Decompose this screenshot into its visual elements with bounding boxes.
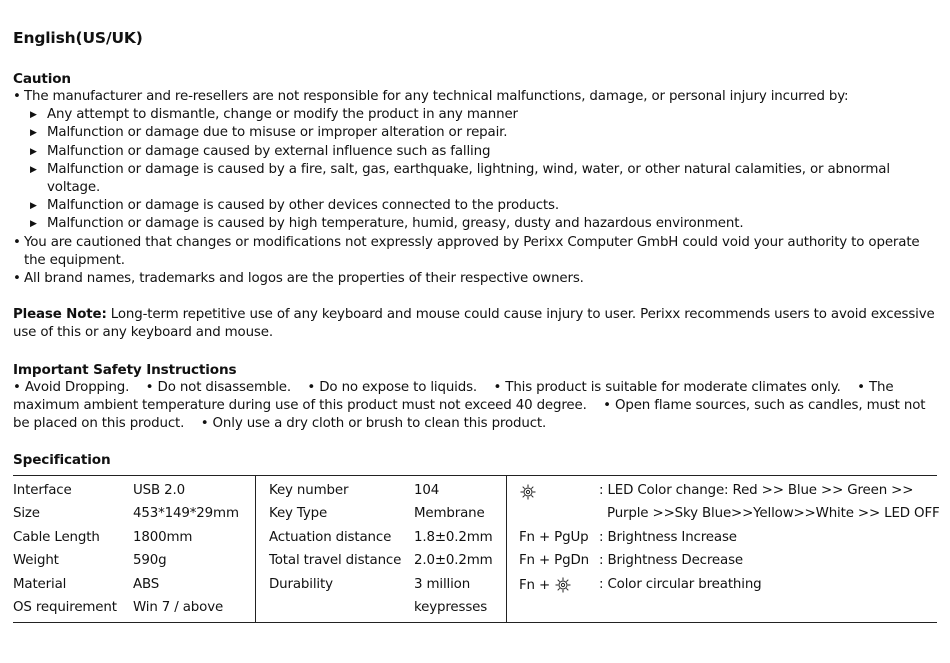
caution-bullet-modifications: • You are cautioned that changes or modifications not expressly approved by Perixx Computer GmbH could void your authority to operate the equipment. — [13, 234, 937, 270]
safety-text: • Avoid Dropping. • Do not disassemble. • Do no expose to liquids. • This product is suitable for moderate climates only. • The maximum ambient temperature during use of this product must not exceed 40 degree. • Open flame sources, such as candles, must not be placed on this product. • Only use a dry cloth or brush to clean this product. — [13, 379, 930, 432]
spec-value-os: Win 7 / above — [133, 600, 224, 615]
list-item: ▶ Malfunction or damage due to misuse or improper alteration or repair. — [13, 124, 937, 142]
spec-value-key-number: 104 — [414, 483, 440, 498]
note-text: Long-term repetitive use of any keyboard and mouse could cause injury to user. Perixx recommends users to avoid excessive use of this or any keyboard and mouse. — [13, 307, 935, 341]
caution-title: Caution — [13, 71, 71, 87]
spec-value-material: ABS — [133, 577, 160, 592]
spec-value-durability-unit: keypresses — [414, 600, 488, 615]
please-note — [13, 306, 937, 342]
spec-label-key-type: Key Type — [269, 506, 328, 521]
list-item: ▶ Malfunction or damage is caused by a fire, salt, gas, earthquake, lightning, wind, water, or other natural calamities, or abnormal voltage. — [13, 161, 937, 197]
led-color-change-desc: : LED Color change: Red >> Blue >> Green >> — [599, 483, 914, 498]
triangle-bullet-icon: ▶ — [30, 146, 37, 157]
spec-value-cable: 1800mm — [133, 530, 193, 545]
fn-led-key — [519, 576, 572, 595]
led-color-change-desc-cont: Purple >>Sky Blue>>Yellow>>White >> LED OFF — [607, 506, 940, 521]
triangle-bullet-icon: ▶ — [30, 164, 37, 175]
bullet-dot: • — [13, 271, 21, 287]
spec-column-keys — [256, 476, 507, 622]
list-item: ▶ Malfunction or damage is caused by other devices connected to the products. — [13, 197, 937, 215]
spec-label-interface: Interface — [13, 483, 72, 498]
list-item: ▶ Any attempt to dismantle, change or modify the product in any manner — [13, 106, 937, 124]
spec-label-size: Size — [13, 506, 40, 521]
spec-column-general — [13, 476, 256, 622]
spec-label-weight: Weight — [13, 553, 59, 568]
note-label: Please Note: — [13, 307, 107, 323]
triangle-bullet-icon: ▶ — [30, 110, 37, 121]
spec-value-key-type: Membrane — [414, 506, 485, 521]
led-gear-icon — [519, 483, 537, 502]
caution-bullet-trademarks: • All brand names, trademarks and logos are the properties of their respective owners. — [13, 270, 937, 288]
spec-value-actuation: 1.8±0.2mm — [414, 530, 493, 545]
fn-pgup-key: Fn + PgUp — [519, 530, 589, 545]
spec-label-travel: Total travel distance — [269, 553, 402, 568]
spec-label-material: Material — [13, 577, 67, 592]
fn-pgdn-key: Fn + PgDn — [519, 553, 589, 568]
spec-label-os: OS requirement — [13, 600, 117, 615]
spec-table — [13, 475, 940, 623]
fn-key-label: Fn + — [519, 578, 551, 593]
list-item: ▶ Malfunction or damage caused by external influence such as falling — [13, 143, 937, 161]
caution-intro: The manufacturer and re-resellers are not responsible for any technical malfunctions, damage, or personal injury incurred by: — [24, 89, 849, 104]
spec-value-weight: 590g — [133, 553, 167, 568]
spec-title: Specification — [13, 452, 111, 469]
caution-sub-list — [13, 106, 937, 233]
language-title: English(US/UK) — [13, 29, 143, 47]
spec-value-size: 453*149*29mm — [133, 506, 239, 521]
fn-led-desc: : Color circular breathing — [599, 577, 762, 592]
fn-pgdn-desc: : Brightness Decrease — [599, 553, 743, 568]
spec-column-functions — [507, 476, 940, 622]
spec-value-interface: USB 2.0 — [133, 483, 185, 498]
safety-title: Important Safety Instructions — [13, 361, 237, 378]
spec-label-actuation: Actuation distance — [269, 530, 392, 545]
spec-value-travel: 2.0±0.2mm — [414, 553, 493, 568]
spec-value-durability: 3 million — [414, 577, 471, 592]
bullet-dot: • — [13, 89, 21, 104]
manual-page — [13, 28, 937, 469]
list-item: ▶ Malfunction or damage is caused by high temperature, humid, greasy, dusty and hazardous environment. — [13, 215, 937, 233]
spec-label-key-number: Key number — [269, 483, 349, 498]
led-gear-icon — [554, 578, 572, 593]
caution-intro-bullet — [13, 88, 937, 106]
triangle-bullet-icon: ▶ — [30, 128, 37, 139]
spec-label-cable: Cable Length — [13, 530, 100, 545]
bullet-dot: • — [13, 234, 21, 250]
triangle-bullet-icon: ▶ — [30, 219, 37, 230]
spec-label-durability: Durability — [269, 577, 333, 592]
fn-pgup-desc: : Brightness Increase — [599, 530, 737, 545]
triangle-bullet-icon: ▶ — [30, 201, 37, 212]
